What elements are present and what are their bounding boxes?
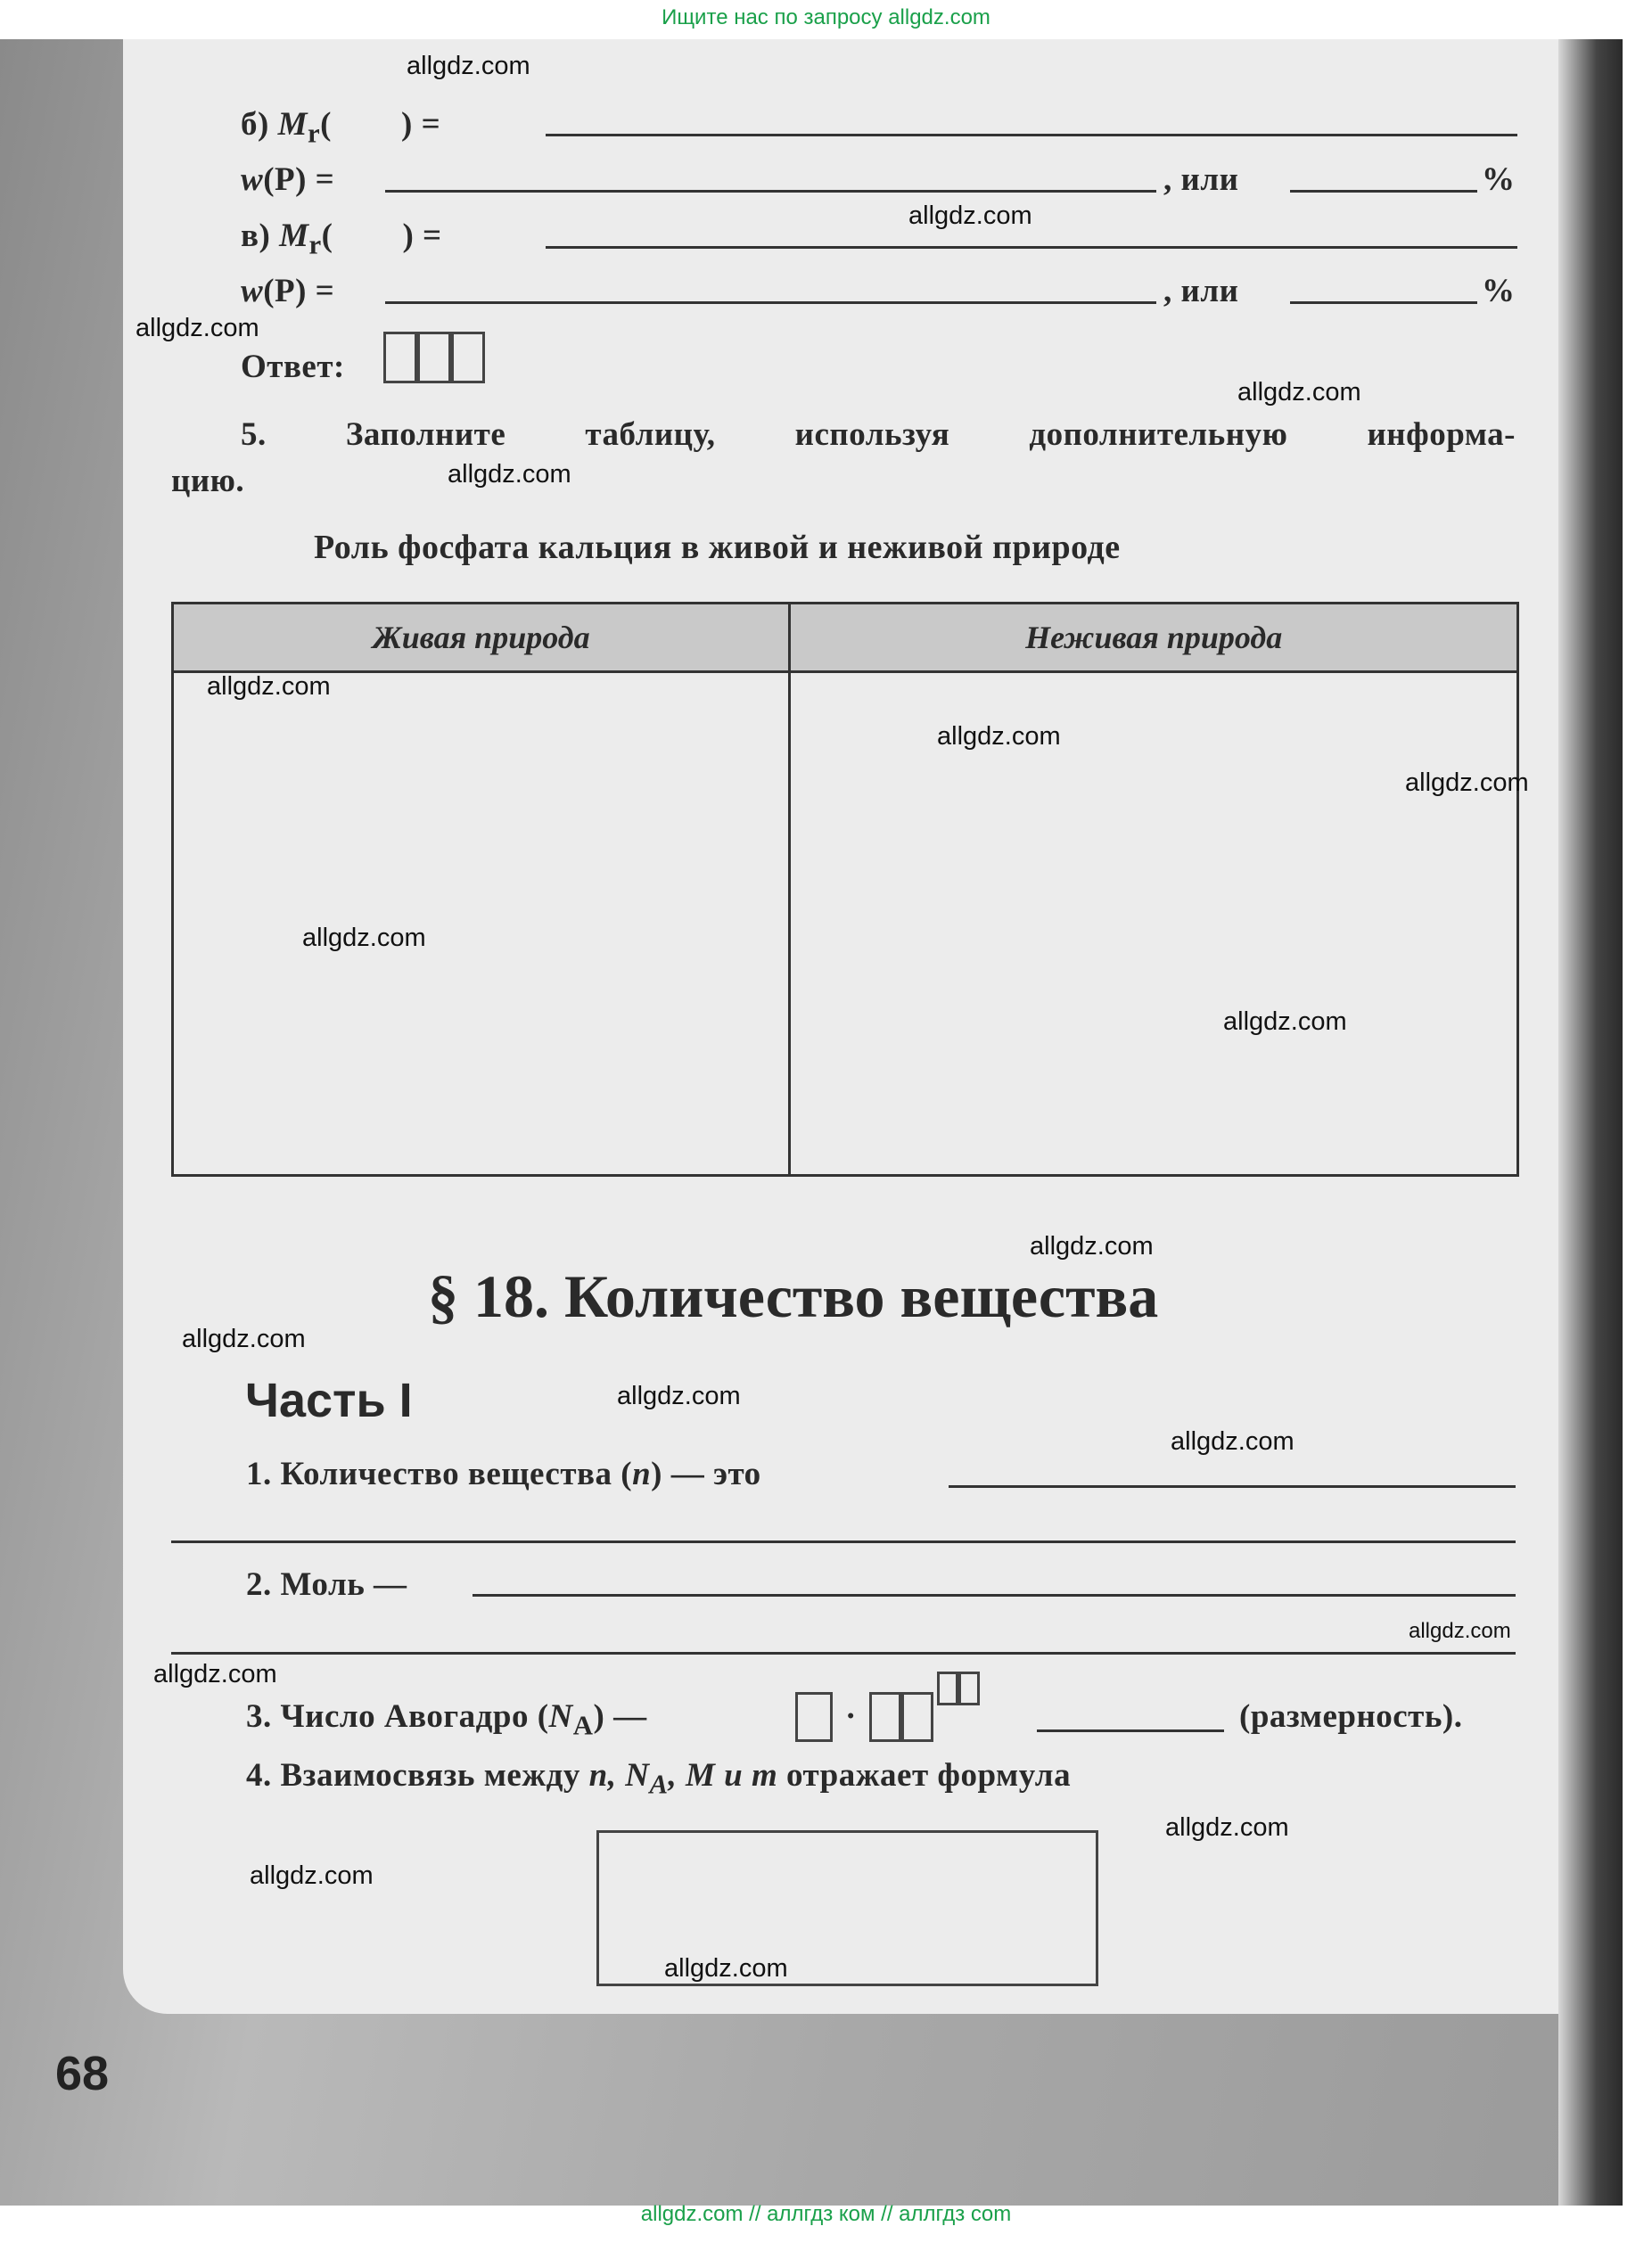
role-table [171, 602, 1519, 1177]
dot: · [845, 1698, 857, 1735]
watermark: allgdz.com [407, 52, 530, 80]
watermark: allgdz.com [1409, 1619, 1511, 1643]
percent-sign: % [1482, 161, 1516, 198]
page-number: 68 [55, 2047, 110, 2100]
page-edge [1558, 39, 1623, 2206]
exponent-cell[interactable] [958, 1672, 980, 1705]
q1: 1. Количество вещества (n) — это [246, 1456, 761, 1492]
dimension-line[interactable] [1037, 1729, 1224, 1732]
section-heading: § 18. Количество вещества [428, 1262, 1159, 1330]
top-banner[interactable]: Ищите нас по запросу allgdz.com [662, 5, 990, 29]
answer-line[interactable] [171, 1652, 1516, 1655]
watermark: allgdz.com [136, 314, 259, 342]
watermark: allgdz.com [617, 1382, 741, 1410]
part-heading: Часть I [245, 1374, 413, 1427]
percent-line[interactable] [1290, 190, 1477, 193]
watermark: allgdz.com [182, 1325, 306, 1353]
line-wp2: w(P) = [241, 273, 335, 309]
digit-cell[interactable] [869, 1692, 901, 1742]
cell-nonliving[interactable] [790, 672, 1518, 1176]
answer-cell[interactable] [383, 332, 417, 383]
watermark: allgdz.com [908, 201, 1032, 230]
watermark: allgdz.com [1223, 1007, 1347, 1036]
dimension-label: (размерность). [1239, 1698, 1463, 1735]
answer-label: Ответ: [241, 349, 345, 385]
answer-line[interactable] [171, 1540, 1516, 1543]
watermark: allgdz.com [1171, 1427, 1294, 1456]
watermark: allgdz.com [250, 1861, 374, 1890]
line-v: в) $M_r$( ) = [241, 218, 442, 260]
watermark: allgdz.com [1405, 768, 1529, 797]
watermark: allgdz.com [937, 722, 1061, 751]
col-header-nonliving: Неживая природа [790, 604, 1518, 672]
q4: 4. Взаимосвязь между n, $N_A$, M и m отражает формула [246, 1757, 1072, 1800]
cell-living[interactable] [173, 672, 790, 1176]
watermark: allgdz.com [1237, 378, 1361, 407]
exponent-cell[interactable] [937, 1672, 958, 1705]
answer-line[interactable] [546, 246, 1517, 249]
watermark: allgdz.com [664, 1954, 788, 1983]
watermark: allgdz.com [153, 1660, 277, 1688]
q2: 2. Моль — [246, 1566, 407, 1603]
watermark: allgdz.com [207, 672, 331, 701]
percent-line[interactable] [1290, 301, 1477, 304]
col-header-living: Живая природа [173, 604, 790, 672]
answer-line[interactable] [385, 190, 1156, 193]
table-title: Роль фосфата кальция в живой и неживой природе [314, 529, 1121, 566]
bottom-banner[interactable]: allgdz.com // аллгдз ком // аллгдз com [640, 2202, 1012, 2226]
answer-cell[interactable] [451, 332, 485, 383]
percent-sign: % [1482, 273, 1516, 309]
task5-text: 5. Заполните таблицу, используя дополнительную информа- [241, 416, 1516, 453]
answer-line[interactable] [385, 301, 1156, 304]
line-b: б) $M_r$( ) = [241, 106, 441, 149]
answer-line[interactable] [546, 134, 1517, 136]
watermark: allgdz.com [1165, 1813, 1289, 1842]
watermark: allgdz.com [448, 460, 571, 489]
answer-line[interactable] [473, 1594, 1516, 1597]
digit-cell[interactable] [901, 1692, 933, 1742]
or-label: , или [1163, 273, 1239, 309]
q3: 3. Число Авогадро $(N_A)$ — [246, 1698, 647, 1741]
answer-cell[interactable] [417, 332, 451, 383]
or-label: , или [1163, 161, 1239, 198]
digit-cell[interactable] [795, 1692, 833, 1742]
watermark: allgdz.com [302, 924, 426, 952]
watermark: allgdz.com [1030, 1232, 1154, 1261]
task5-text-cont: цию. [171, 463, 245, 499]
line-wp1: w(P) = [241, 161, 335, 198]
answer-line[interactable] [949, 1485, 1516, 1488]
